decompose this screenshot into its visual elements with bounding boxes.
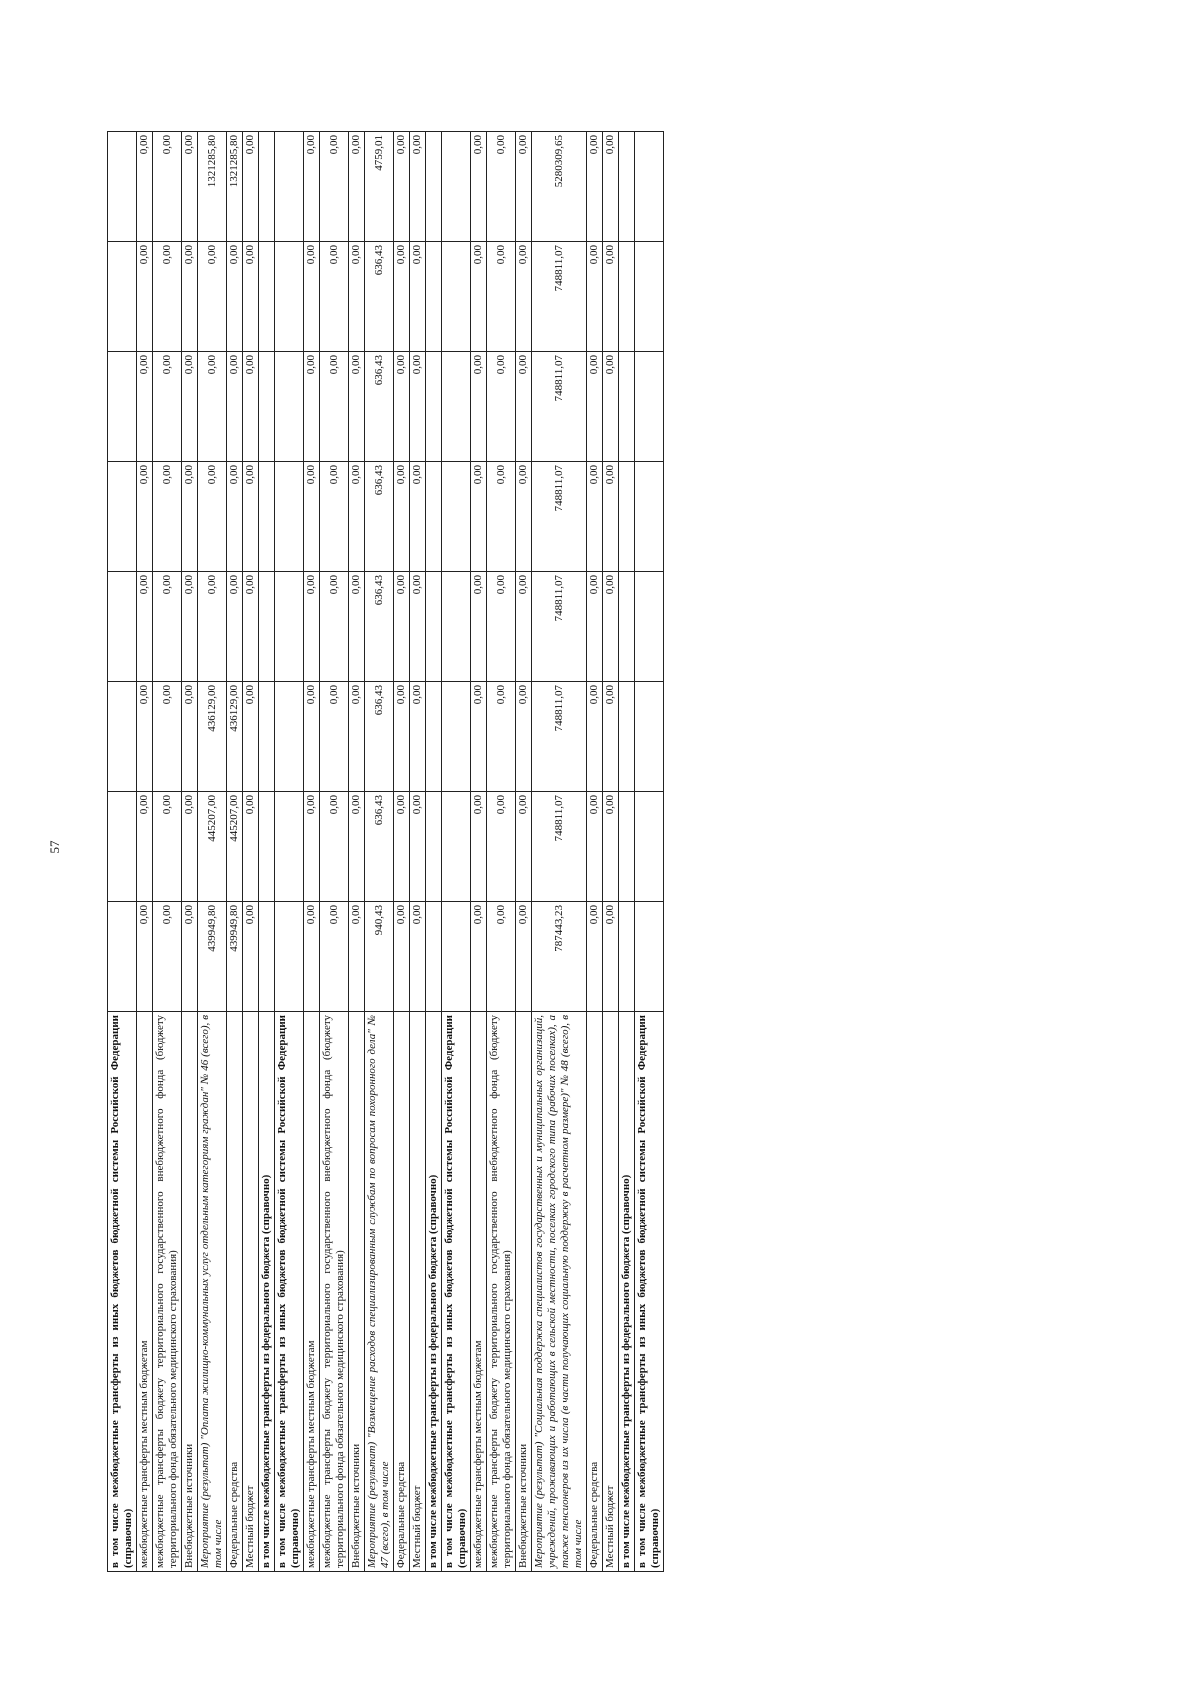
value-cell: 0,00 [182,682,198,792]
value-cell [108,132,137,242]
value-cell: 0,00 [137,242,153,352]
value-cell: 0,00 [137,902,153,1012]
value-cell: 0,00 [603,902,619,1012]
table-row [153,132,182,1572]
row-label: Мероприятие (результат) "Возмещение расходов специализированным службам по вопросам похоронного дела" № 47 (всего), в том числе [365,1012,394,1572]
row-label: Внебюджетные источники [349,1012,365,1572]
value-cell: 0,00 [471,462,487,572]
row-label: Мероприятие (результат) "Оплата жилищно-коммунальных услуг отдельным категориям граждан" № 46 (всего), в том числе [198,1012,227,1572]
value-cell [259,242,275,352]
value-cell: 636,43 [365,682,394,792]
value-cell: 636,43 [365,462,394,572]
value-cell [619,132,635,242]
table-row [182,132,198,1572]
value-cell: 0,00 [320,792,349,902]
value-cell: 0,00 [394,902,410,1012]
row-label: межбюджетные трансферты бюджету территориального государственного внебюджетного фонда (бюджету территориального фонда обязательного медицинского страхования) [487,1012,516,1572]
value-cell [108,242,137,352]
value-cell: 0,00 [243,902,259,1012]
value-cell [442,682,471,792]
value-cell: 0,00 [320,902,349,1012]
table-row [259,132,275,1572]
value-cell: 0,00 [471,242,487,352]
value-cell: 436129,00 [227,682,243,792]
value-cell: 0,00 [198,242,227,352]
row-label: Внебюджетные источники [182,1012,198,1572]
table-row [516,132,532,1572]
value-cell: 0,00 [227,242,243,352]
value-cell: 0,00 [153,462,182,572]
value-cell: 0,00 [471,352,487,462]
row-label: в том числе межбюджетные трансферты из иных бюджетов бюджетной системы Российской Федерации (справочно) [442,1012,471,1572]
row-label: Внебюджетные источники [516,1012,532,1572]
value-cell [442,242,471,352]
value-cell: 748811,07 [532,462,587,572]
table-row [275,132,304,1572]
row-label: в том числе межбюджетные трансферты из иных бюджетов бюджетной системы Российской Федерации (справочно) [275,1012,304,1572]
value-cell: 445207,00 [227,792,243,902]
value-cell: 0,00 [603,792,619,902]
value-cell: 0,00 [320,682,349,792]
value-cell [426,462,442,572]
value-cell: 0,00 [349,132,365,242]
value-cell: 0,00 [603,352,619,462]
value-cell: 0,00 [304,462,320,572]
value-cell [275,572,304,682]
value-cell: 0,00 [516,902,532,1012]
value-cell [619,572,635,682]
value-cell: 0,00 [410,572,426,682]
value-cell: 1321285,80 [227,132,243,242]
row-label: в том числе межбюджетные трансферты из федерального бюджета (справочно) [619,1012,635,1572]
value-cell [426,902,442,1012]
value-cell: 0,00 [487,682,516,792]
value-cell: 0,00 [198,352,227,462]
value-cell: 748811,07 [532,242,587,352]
value-cell: 0,00 [182,132,198,242]
row-label: межбюджетные трансферты местным бюджетам [304,1012,320,1572]
value-cell: 0,00 [349,572,365,682]
value-cell: 0,00 [394,572,410,682]
table-row [304,132,320,1572]
value-cell: 748811,07 [532,682,587,792]
value-cell: 0,00 [410,682,426,792]
row-label: межбюджетные трансферты бюджету территориального государственного внебюджетного фонда (бюджету территориального фонда обязательного медицинского страхования) [320,1012,349,1572]
value-cell: 0,00 [349,682,365,792]
value-cell: 940,43 [365,902,394,1012]
table-row [442,132,471,1572]
table-row [426,132,442,1572]
value-cell: 0,00 [603,462,619,572]
value-cell: 0,00 [153,682,182,792]
value-cell: 0,00 [243,462,259,572]
value-cell [426,242,442,352]
value-cell [426,132,442,242]
value-cell [619,462,635,572]
value-cell: 0,00 [587,352,603,462]
row-label: в том числе межбюджетные трансферты из федерального бюджета (справочно) [426,1012,442,1572]
row-label: межбюджетные трансферты местным бюджетам [137,1012,153,1572]
value-cell: 0,00 [487,462,516,572]
value-cell: 0,00 [471,902,487,1012]
row-label: в том числе межбюджетные трансферты из федерального бюджета (справочно) [259,1012,275,1572]
value-cell: 0,00 [182,242,198,352]
value-cell: 0,00 [516,572,532,682]
value-cell: 0,00 [394,792,410,902]
value-cell: 0,00 [487,572,516,682]
value-cell: 0,00 [587,462,603,572]
value-cell: 0,00 [243,792,259,902]
value-cell: 0,00 [471,132,487,242]
value-cell: 0,00 [603,572,619,682]
row-label: в том числе межбюджетные трансферты из иных бюджетов бюджетной системы Российской Федерации (справочно) [635,1012,664,1572]
value-cell [259,352,275,462]
value-cell [426,572,442,682]
value-cell: 0,00 [304,682,320,792]
value-cell: 0,00 [410,902,426,1012]
value-cell: 0,00 [410,132,426,242]
value-cell: 0,00 [516,462,532,572]
table-row [137,132,153,1572]
value-cell: 0,00 [153,572,182,682]
value-cell: 748811,07 [532,352,587,462]
value-cell: 0,00 [394,132,410,242]
row-label: Федеральные средства [587,1012,603,1572]
value-cell: 1321285,80 [198,132,227,242]
value-cell [275,242,304,352]
value-cell: 0,00 [487,352,516,462]
value-cell: 0,00 [516,792,532,902]
table-row [365,132,394,1572]
value-cell: 5280309,65 [532,132,587,242]
value-cell [426,352,442,462]
value-cell [259,792,275,902]
value-cell: 0,00 [603,242,619,352]
value-cell: 0,00 [471,792,487,902]
value-cell: 0,00 [587,792,603,902]
table-row [587,132,603,1572]
value-cell [426,792,442,902]
value-cell: 0,00 [304,902,320,1012]
rotated-table-container [107,132,987,1572]
value-cell: 0,00 [153,242,182,352]
value-cell [442,902,471,1012]
value-cell [108,462,137,572]
value-cell [259,462,275,572]
table-row [410,132,426,1572]
value-cell: 0,00 [516,682,532,792]
value-cell: 0,00 [198,462,227,572]
value-cell: 636,43 [365,572,394,682]
value-cell: 787443,23 [532,902,587,1012]
value-cell: 0,00 [182,572,198,682]
value-cell [275,352,304,462]
value-cell: 636,43 [365,352,394,462]
table-row [243,132,259,1572]
value-cell [635,462,664,572]
value-cell: 0,00 [304,242,320,352]
value-cell [259,902,275,1012]
value-cell: 0,00 [587,902,603,1012]
value-cell: 0,00 [349,462,365,572]
value-cell: 0,00 [410,792,426,902]
value-cell: 0,00 [349,902,365,1012]
value-cell: 0,00 [587,682,603,792]
value-cell: 0,00 [394,352,410,462]
value-cell: 445207,00 [198,792,227,902]
value-cell: 0,00 [153,132,182,242]
table-row [532,132,587,1572]
value-cell: 0,00 [182,462,198,572]
value-cell [442,352,471,462]
value-cell: 0,00 [487,242,516,352]
value-cell [442,572,471,682]
table-row [471,132,487,1572]
value-cell: 0,00 [587,572,603,682]
value-cell [635,682,664,792]
value-cell [635,352,664,462]
value-cell: 439949,80 [198,902,227,1012]
value-cell [635,792,664,902]
value-cell: 0,00 [410,462,426,572]
value-cell [259,682,275,792]
value-cell: 0,00 [410,242,426,352]
value-cell: 0,00 [304,572,320,682]
row-label: в том числе межбюджетные трансферты из иных бюджетов бюджетной системы Российской Федерации (справочно) [108,1012,137,1572]
value-cell: 0,00 [410,352,426,462]
value-cell: 0,00 [243,242,259,352]
row-label: Местный бюджет [410,1012,426,1572]
value-cell: 0,00 [153,352,182,462]
row-label: Местный бюджет [603,1012,619,1572]
value-cell [619,682,635,792]
value-cell [108,902,137,1012]
value-cell: 0,00 [227,352,243,462]
value-cell: 0,00 [603,132,619,242]
value-cell: 0,00 [182,792,198,902]
value-cell: 0,00 [349,352,365,462]
value-cell: 0,00 [243,572,259,682]
value-cell: 0,00 [182,352,198,462]
value-cell [275,682,304,792]
value-cell [635,132,664,242]
table-row [349,132,365,1572]
value-cell: 0,00 [320,352,349,462]
value-cell [442,132,471,242]
value-cell: 439949,80 [227,902,243,1012]
value-cell: 0,00 [153,792,182,902]
value-cell [275,132,304,242]
value-cell: 0,00 [137,462,153,572]
value-cell [442,462,471,572]
row-label: Федеральные средства [394,1012,410,1572]
value-cell [619,352,635,462]
value-cell: 0,00 [182,902,198,1012]
table-row [487,132,516,1572]
value-cell: 0,00 [137,132,153,242]
value-cell [635,242,664,352]
value-cell [426,682,442,792]
value-cell [619,242,635,352]
value-cell: 0,00 [487,132,516,242]
value-cell [275,902,304,1012]
table-row [394,132,410,1572]
value-cell: 0,00 [137,352,153,462]
value-cell: 0,00 [516,352,532,462]
value-cell: 0,00 [198,572,227,682]
value-cell: 0,00 [137,682,153,792]
value-cell: 0,00 [516,242,532,352]
value-cell: 0,00 [587,242,603,352]
value-cell: 748811,07 [532,572,587,682]
value-cell: 0,00 [137,572,153,682]
value-cell [275,792,304,902]
value-cell [619,792,635,902]
value-cell: 0,00 [304,792,320,902]
page-number: 57 [47,840,62,854]
value-cell [619,902,635,1012]
row-label: межбюджетные трансферты бюджету территориального государственного внебюджетного фонда (бюджету территориального фонда обязательного медицинского страхования) [153,1012,182,1572]
value-cell: 0,00 [153,902,182,1012]
value-cell: 4759,01 [365,132,394,242]
value-cell [635,902,664,1012]
table-body [108,132,664,1572]
table-row [198,132,227,1572]
value-cell: 0,00 [137,792,153,902]
table-row [320,132,349,1572]
value-cell [108,792,137,902]
row-label: Федеральные средства [227,1012,243,1572]
value-cell [108,682,137,792]
table-row [227,132,243,1572]
value-cell [259,572,275,682]
value-cell: 436129,00 [198,682,227,792]
budget-table [107,131,664,1572]
value-cell: 0,00 [471,682,487,792]
value-cell: 0,00 [304,132,320,242]
table-row [108,132,137,1572]
value-cell [275,462,304,572]
value-cell: 0,00 [227,462,243,572]
table-row [603,132,619,1572]
value-cell: 0,00 [394,682,410,792]
value-cell: 0,00 [320,132,349,242]
row-label: Местный бюджет [243,1012,259,1572]
value-cell [108,352,137,462]
value-cell: 0,00 [587,132,603,242]
value-cell: 748811,07 [532,792,587,902]
row-label: межбюджетные трансферты местным бюджетам [471,1012,487,1572]
value-cell: 0,00 [394,462,410,572]
value-cell: 0,00 [243,352,259,462]
value-cell: 0,00 [394,242,410,352]
value-cell: 0,00 [243,132,259,242]
value-cell: 0,00 [349,792,365,902]
value-cell: 0,00 [349,242,365,352]
value-cell [259,132,275,242]
value-cell: 0,00 [487,902,516,1012]
value-cell [635,572,664,682]
value-cell: 0,00 [516,132,532,242]
value-cell: 0,00 [227,572,243,682]
value-cell: 636,43 [365,792,394,902]
value-cell: 0,00 [471,572,487,682]
value-cell: 0,00 [243,682,259,792]
value-cell: 0,00 [487,792,516,902]
value-cell: 0,00 [304,352,320,462]
table-row [635,132,664,1572]
value-cell: 0,00 [320,242,349,352]
value-cell [108,572,137,682]
value-cell: 0,00 [603,682,619,792]
row-label: Мероприятие (результат) "Социальная поддержка специалистов государственных и муниципальных организаций, учреждений, проживающих и работающих в сельской местности, поселках городского типа (рабочих поселках), а также пенсионеров из их числа (в части получающих социальную поддержку в расчетном размере)" № 48 (всего), в том числе [532,1012,587,1572]
value-cell: 0,00 [320,462,349,572]
value-cell: 636,43 [365,242,394,352]
value-cell: 0,00 [320,572,349,682]
value-cell [442,792,471,902]
table-row [619,132,635,1572]
